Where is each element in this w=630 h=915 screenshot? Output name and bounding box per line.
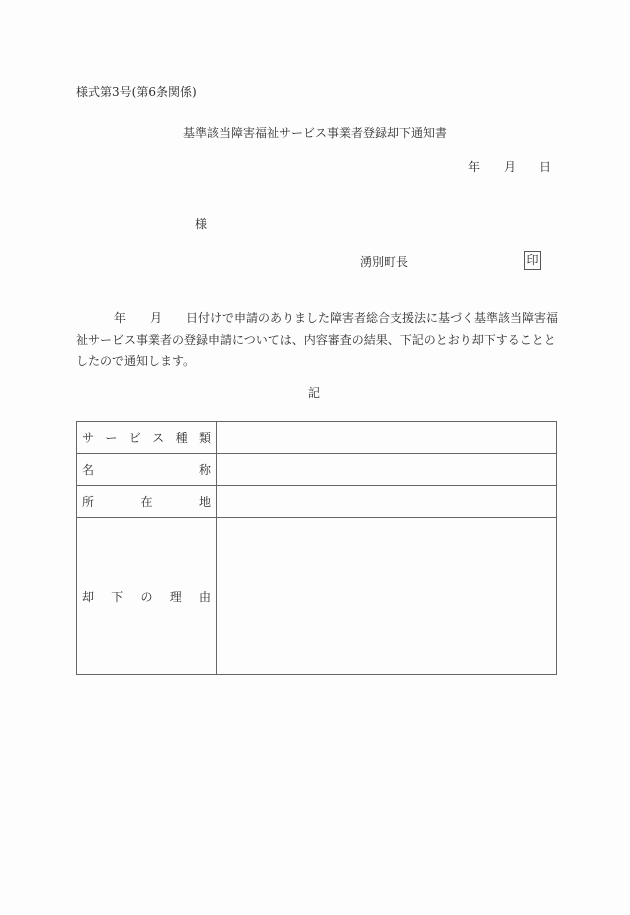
body-line-1-text: 日付けで申請のありました障害者総合支援法に基づく基準該当障害福 — [186, 311, 559, 325]
label-char: 名 — [82, 463, 95, 477]
note-heading: 記 — [308, 386, 321, 400]
label-char: 地 — [198, 495, 211, 509]
label-char: の — [140, 589, 153, 604]
label-service-type — [77, 422, 217, 454]
label-char: ビ — [128, 431, 141, 445]
label-rejection-reason — [77, 518, 217, 675]
label-char: 所 — [82, 495, 95, 509]
date-year-label: 年 — [468, 160, 481, 174]
issuer-name: 湧別町長 — [360, 255, 409, 269]
table-row-address — [77, 486, 557, 518]
document-title: 基準該当障害福祉サービス事業者登録却下通知書 — [182, 126, 447, 140]
body-year-label: 年 — [114, 311, 127, 325]
date-day-label: 日 — [539, 160, 552, 174]
label-char: 由 — [198, 589, 211, 604]
label-name — [77, 454, 217, 486]
body-line-1 — [76, 308, 559, 330]
seal-stamp: 印 — [524, 251, 541, 270]
body-line-2: 祉サービス事業者の登録申請については、内容審査の結果、下記のとおり却下することと — [76, 332, 556, 347]
date-line — [0, 160, 630, 174]
value-rejection-reason[interactable] — [217, 518, 557, 675]
value-name[interactable] — [217, 454, 557, 486]
label-char: 下 — [111, 589, 124, 604]
body-paragraph — [76, 308, 559, 373]
table-row-name — [77, 454, 557, 486]
label-char: 種 — [175, 431, 188, 445]
label-char: 在 — [140, 495, 153, 509]
label-char: 理 — [169, 589, 182, 604]
label-address — [77, 486, 217, 518]
date-month-label: 月 — [504, 160, 517, 174]
label-char: ー — [105, 431, 118, 445]
label-char: 却 — [82, 589, 95, 604]
form-number: 様式第3号(第6条関係) — [76, 85, 197, 99]
detail-table — [76, 421, 557, 675]
body-month-label: 月 — [150, 311, 163, 325]
body-line-3: したので通知します。 — [76, 354, 196, 368]
value-address[interactable] — [217, 486, 557, 518]
label-char: サ — [82, 431, 95, 445]
value-service-type[interactable] — [217, 422, 557, 454]
recipient-suffix: 様 — [195, 217, 208, 231]
table-row-service-type — [77, 422, 557, 454]
label-char: ス — [152, 431, 165, 445]
table-row-rejection-reason — [77, 518, 557, 675]
label-char: 類 — [198, 431, 211, 445]
label-char: 称 — [198, 463, 211, 477]
